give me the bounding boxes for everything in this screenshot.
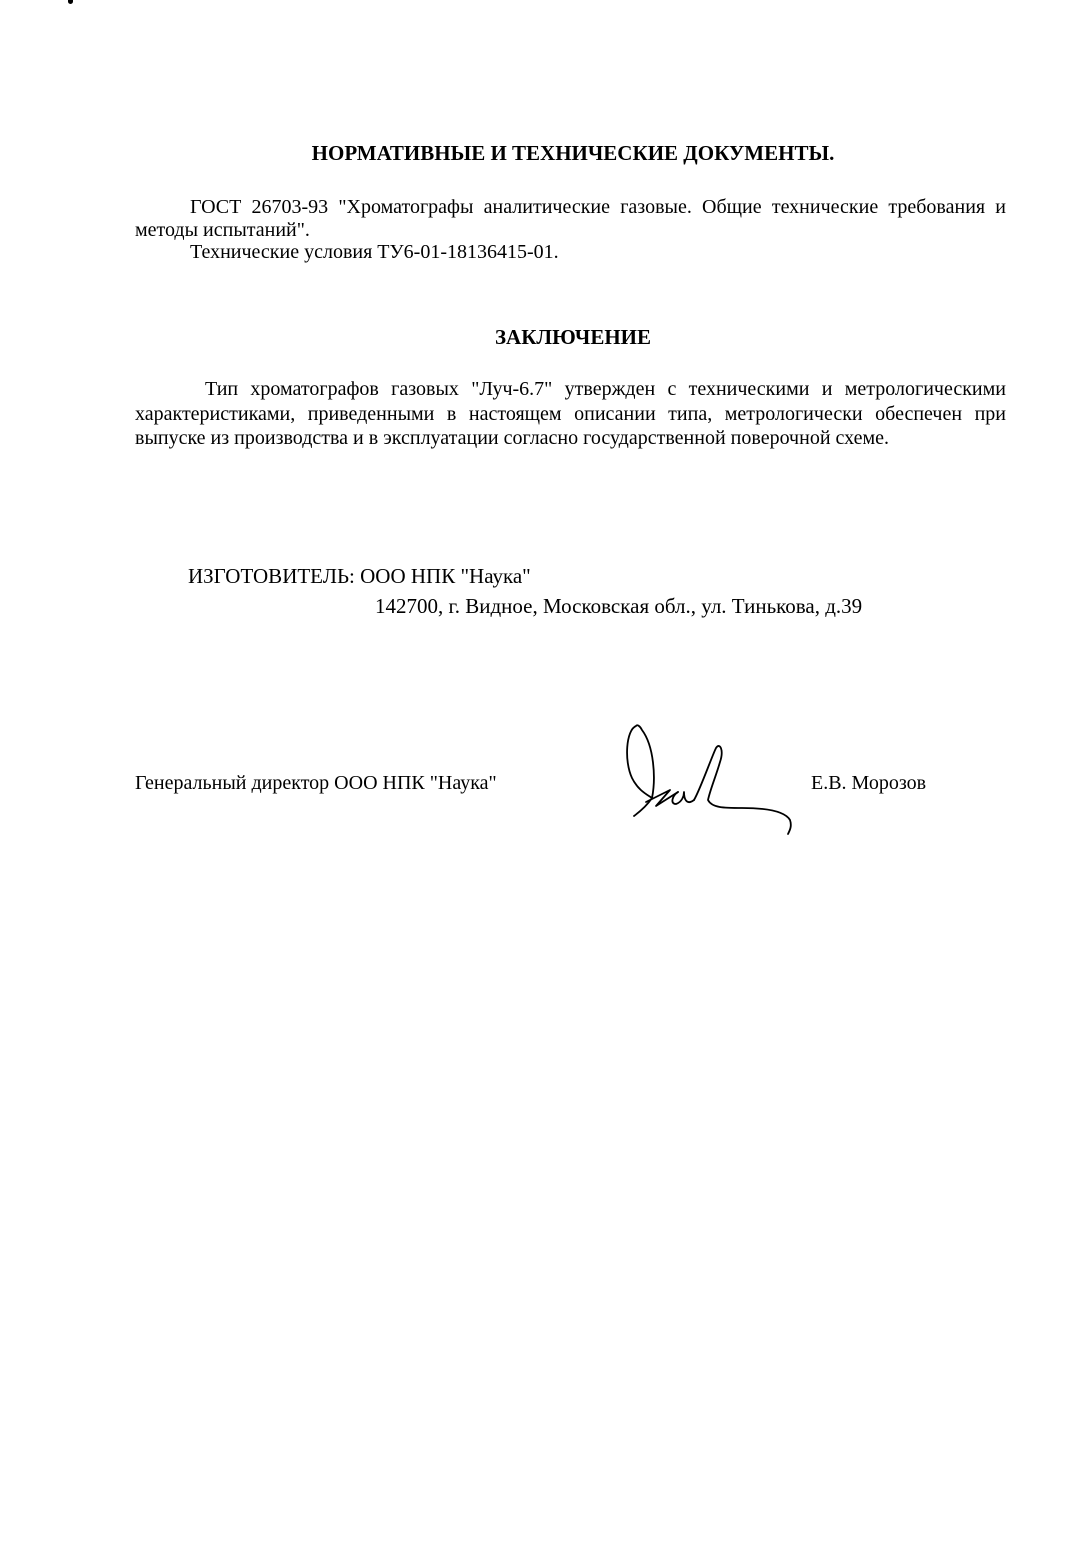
gost-reference: ГОСТ 26703-93 "Хроматографы аналитические газовые. Общие технические требования и методы испытаний". — [135, 196, 1006, 241]
signatory-name: Е.В. Морозов — [811, 772, 927, 794]
manufacturer-address: 142700, г. Видное, Московская обл., ул. Тинькова, д.39 — [375, 594, 863, 618]
scan-speck — [68, 0, 73, 4]
signatory-position: Генеральный директор ООО НПК "Наука" — [135, 772, 497, 794]
conclusion-text: Тип хроматографов газовых "Луч-6.7" утвержден с техническими и метрологическими характеристиками, приведенными в настоящем описании типа, метрологически обеспечен при выпуске из производства и в эксплуатации согласно государственной поверочной схеме. — [135, 378, 1006, 449]
conclusion-section — [135, 377, 1006, 451]
conclusion-heading: ЗАКЛЮЧЕНИЕ — [494, 325, 652, 349]
normative-documents-list — [135, 196, 1006, 264]
handwritten-signature-icon — [612, 716, 812, 841]
manufacturer-block — [188, 561, 862, 621]
normative-documents-heading: НОРМАТИВНЫЕ И ТЕХНИЧЕСКИЕ ДОКУМЕНТЫ. — [311, 141, 835, 165]
tu-reference: Технические условия ТУ6-01-18136415-01. — [190, 241, 559, 263]
manufacturer-name: ИЗГОТОВИТЕЛЬ: ООО НПК "Наука" — [188, 564, 531, 588]
